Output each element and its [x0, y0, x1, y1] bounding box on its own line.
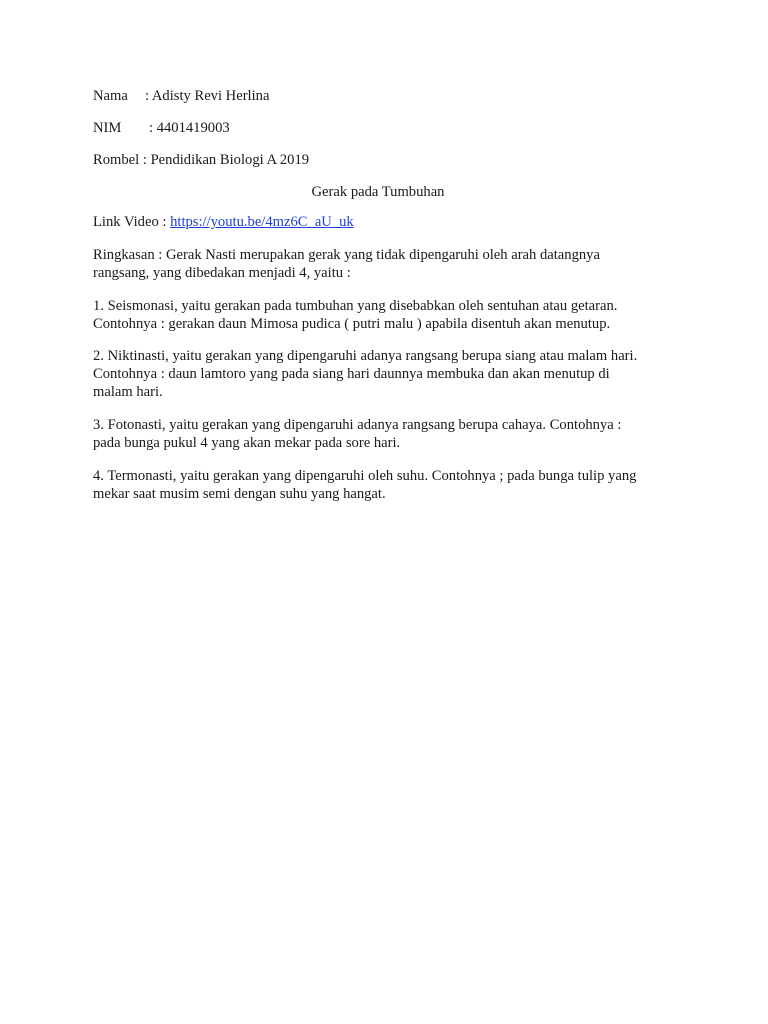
nim-value: : 4401419003 — [149, 120, 230, 136]
list-item — [93, 416, 683, 452]
nim-label: NIM — [93, 120, 122, 136]
item-line: 2. Niktinasti, yaitu gerakan yang dipengaruhi adanya rangsang berupa siang atau malam hari. — [93, 348, 638, 364]
item-line: 4. Termonasti, yaitu gerakan yang dipengaruhi oleh suhu. Contohnya ; pada bunga tulip yang — [93, 468, 637, 484]
nama-value: : Adisty Revi Herlina — [145, 88, 270, 104]
list-item — [93, 297, 683, 333]
video-link[interactable]: https://youtu.be/4mz6C_aU_uk — [170, 214, 354, 230]
item-line: Contohnya : gerakan daun Mimosa pudica ( putri malu ) apabila disentuh akan menutup. — [93, 316, 611, 332]
item-line: malam hari. — [93, 384, 163, 400]
item-line: 1. Seismonasi, yaitu gerakan pada tumbuhan yang disebabkan oleh sentuhan atau getaran. — [93, 298, 618, 314]
item-line: 3. Fotonasti, yaitu gerakan yang dipengaruhi adanya rangsang berupa cahaya. Contohnya : — [93, 417, 622, 433]
list-item — [93, 347, 683, 401]
summary-paragraph — [93, 246, 683, 282]
document-title: Gerak pada Tumbuhan — [311, 184, 445, 200]
link-label: Link Video : — [93, 214, 171, 230]
summary-line: rangsang, yang dibedakan menjadi 4, yaitu : — [93, 265, 351, 281]
list-item — [93, 467, 683, 503]
item-line: Contohnya : daun lamtoro yang pada siang hari daunnya membuka dan akan menutup di — [93, 366, 610, 382]
item-line: pada bunga pukul 4 yang akan mekar pada sore hari. — [93, 435, 401, 451]
rombel-row: Rombel : Pendidikan Biologi A 2019 — [93, 152, 310, 168]
nama-row — [93, 87, 269, 105]
item-line: mekar saat musim semi dengan suhu yang hangat. — [93, 486, 386, 502]
link-row — [93, 213, 354, 231]
nim-row — [93, 119, 230, 137]
nama-label: Nama — [93, 88, 128, 104]
summary-line: Ringkasan : Gerak Nasti merupakan gerak yang tidak dipengaruhi oleh arah datangnya — [93, 247, 600, 263]
